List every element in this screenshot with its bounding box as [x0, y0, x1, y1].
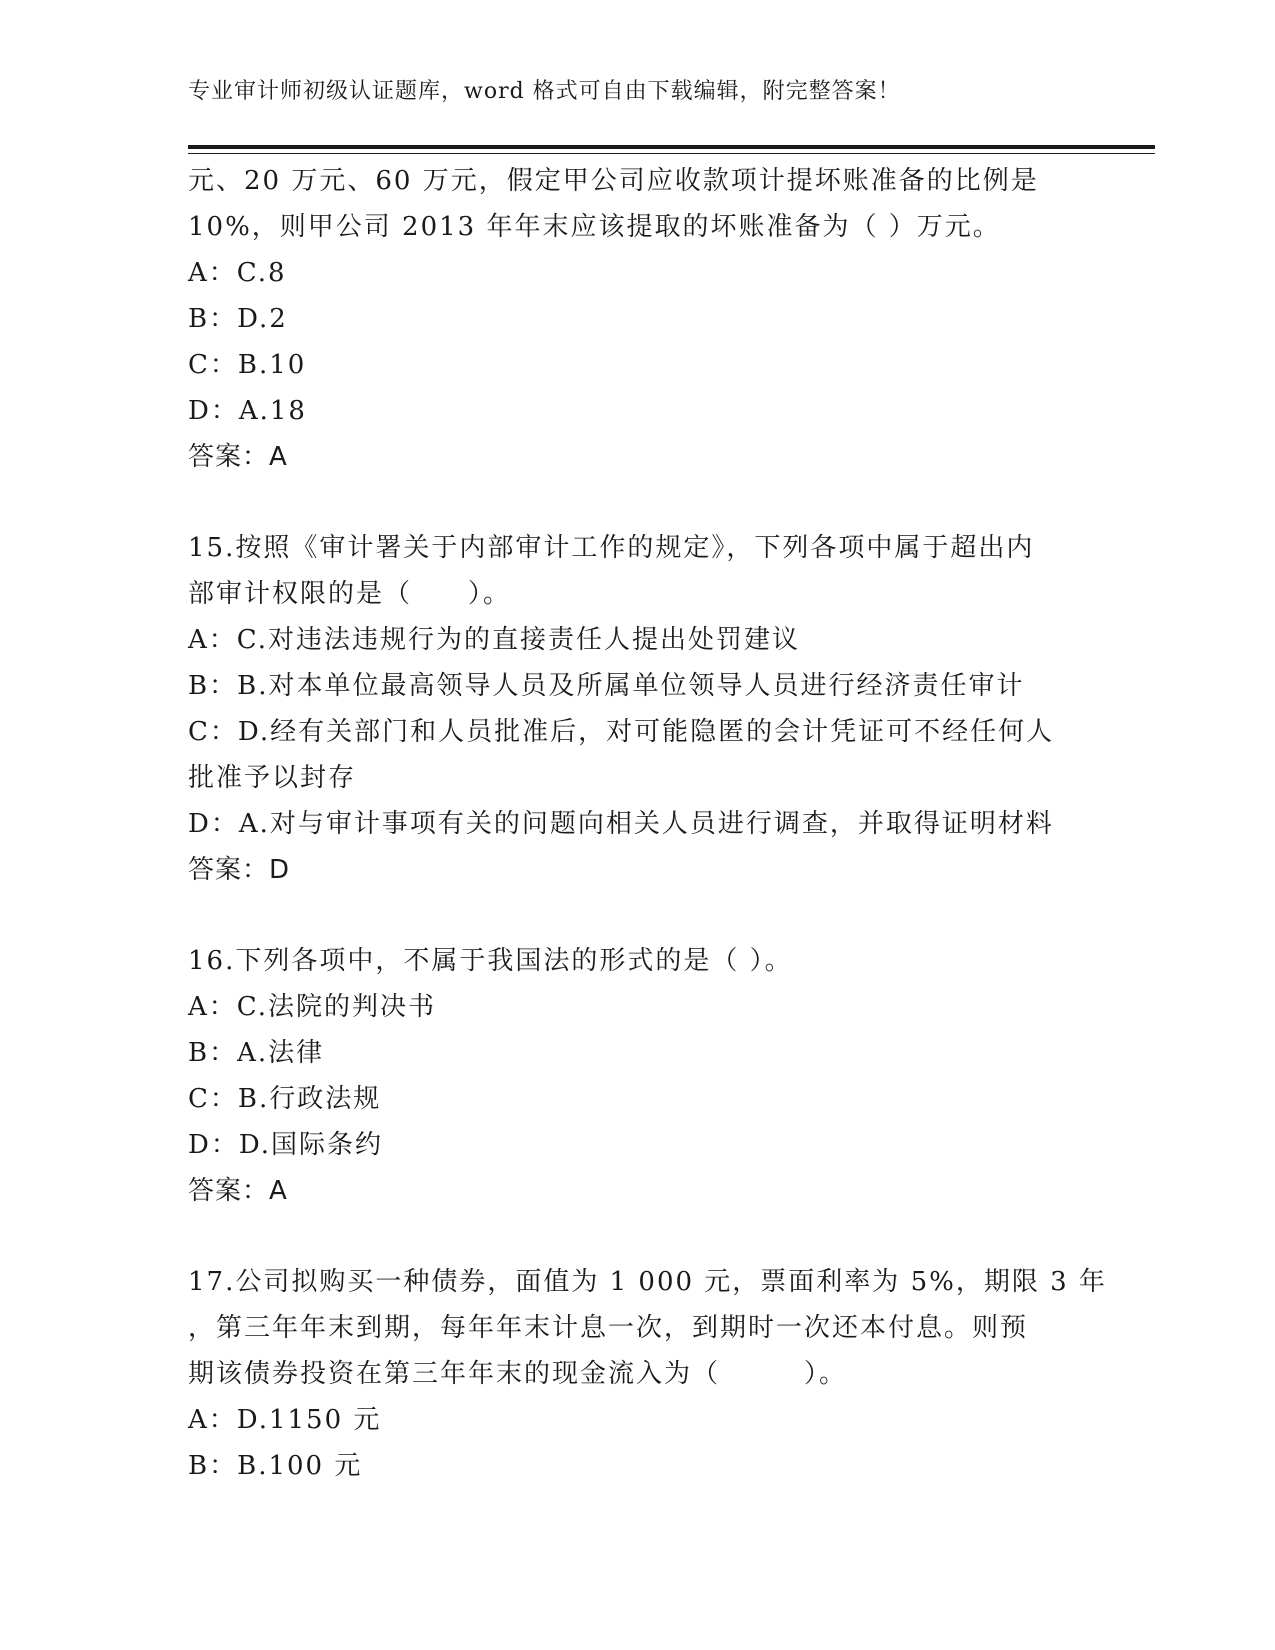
question-spacer — [188, 480, 1088, 525]
question-spacer — [188, 1214, 1088, 1259]
question-stem-line: 15.按照《审计署关于内部审计工作的规定》，下列各项中属于超出内 — [188, 533, 1035, 563]
answer-line: 答案：A — [188, 1176, 288, 1206]
option-d: D：D.国际条约 — [188, 1130, 384, 1160]
question-spacer — [188, 893, 1088, 938]
option-d: D：A.对与审计事项有关的问题向相关人员进行调查，并取得证明材料 — [188, 809, 1054, 839]
option-a: A：C.8 — [188, 258, 287, 288]
question-15 — [188, 525, 1088, 893]
question-stem-line: 期该债券投资在第三年年末的现金流入为（ ）。 — [188, 1359, 848, 1389]
option-c: C：B.行政法规 — [188, 1084, 382, 1114]
option-a: A：D.1150 元 — [188, 1405, 382, 1435]
question-16 — [188, 938, 1088, 1214]
question-14 — [188, 158, 1088, 480]
option-b: B：A.法律 — [188, 1038, 325, 1068]
question-stem-line: ，第三年年末到期，每年年末计息一次，到期时一次还本付息。则预 — [188, 1313, 1029, 1343]
question-stem-line: 10%，则甲公司 2013 年年末应该提取的坏账准备为（ ）万元。 — [188, 212, 1001, 242]
option-b: B：D.2 — [188, 304, 288, 334]
option-c: C：D.经有关部门和人员批准后，对可能隐匿的会计凭证可不经任何人 — [188, 717, 1055, 747]
option-c: C：B.10 — [188, 350, 307, 380]
option-b: B：B.100 元 — [188, 1451, 363, 1481]
answer-line: 答案：D — [188, 855, 291, 885]
header-divider-thin — [188, 153, 1155, 154]
option-d: D：A.18 — [188, 396, 307, 426]
option-c-continued: 批准予以封存 — [188, 763, 357, 793]
question-stem-line: 16.下列各项中，不属于我国法的形式的是（ ）。 — [188, 946, 793, 976]
question-stem-line: 元、20 万元、60 万元，假定甲公司应收款项计提坏账准备的比例是 — [188, 166, 1039, 196]
question-content — [188, 158, 1107, 1489]
option-b: B：B.对本单位最高领导人员及所属单位领导人员进行经济责任审计 — [188, 671, 1025, 701]
header-note: 专业审计师初级认证题库，word 格式可自由下载编辑，附完整答案！ — [188, 79, 901, 104]
question-stem-line: 部审计权限的是（ ）。 — [188, 579, 512, 609]
answer-line: 答案：A — [188, 442, 288, 472]
option-a: A：C.对违法违规行为的直接责任人提出处罚建议 — [188, 625, 801, 655]
header-divider-thick — [188, 145, 1155, 149]
question-17 — [188, 1259, 1107, 1489]
question-stem-line: 17.公司拟购买一种债券，面值为 1 000 元，票面利率为 5%，期限 3 年 — [188, 1267, 1107, 1297]
option-a: A：C.法院的判决书 — [188, 992, 437, 1022]
